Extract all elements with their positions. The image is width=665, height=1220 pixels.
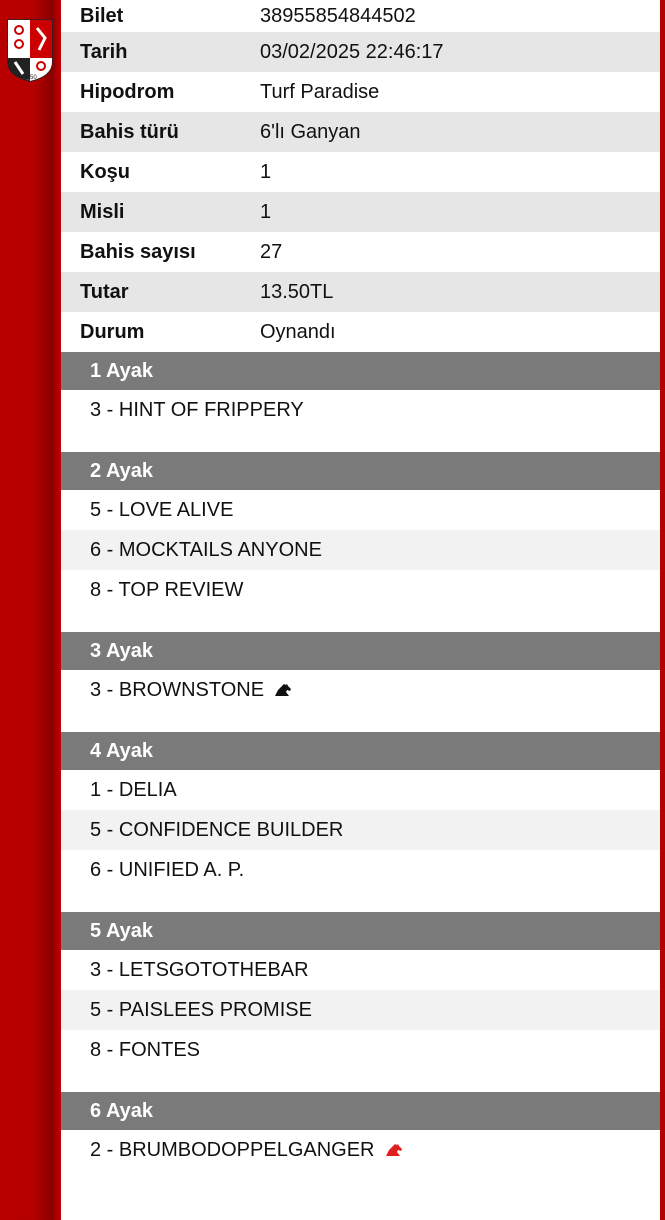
right-edge-bar	[660, 0, 665, 1220]
info-label: Durum	[80, 320, 145, 343]
horse-name: 5 - LOVE ALIVE	[90, 498, 234, 521]
horse-name: 3 - HINT OF FRIPPERY	[90, 398, 304, 421]
leg-spacer	[61, 610, 660, 632]
info-value: 27	[260, 240, 283, 263]
black-horse-icon	[274, 683, 292, 697]
info-label: Hipodrom	[80, 80, 175, 103]
ticket-detail	[61, 0, 660, 1192]
horse-row	[61, 490, 660, 530]
legs-list	[61, 352, 660, 1192]
info-label: Tarih	[80, 40, 128, 63]
horse-name: 2 - BRUMBODOPPELGANGER	[90, 1138, 375, 1161]
horse-name: 3 - LETSGOTOTHEBAR	[90, 958, 309, 981]
info-label: Tutar	[80, 280, 129, 303]
leg-header: 6 Ayak	[61, 1092, 660, 1130]
leg-spacer	[61, 1070, 660, 1092]
info-row	[61, 232, 660, 272]
leg-spacer	[61, 1170, 660, 1192]
leg-spacer	[61, 430, 660, 452]
info-label: Bilet	[80, 5, 124, 27]
info-value: Oynandı	[260, 320, 336, 343]
leg-header: 5 Ayak	[61, 912, 660, 950]
info-row	[61, 72, 660, 112]
horse-row	[61, 1130, 660, 1170]
info-label: Bahis türü	[80, 120, 179, 143]
horse-row	[61, 1030, 660, 1070]
leg-header: 4 Ayak	[61, 732, 660, 770]
info-row	[61, 0, 660, 32]
info-label: Misli	[80, 200, 125, 223]
horse-name: 6 - MOCKTAILS ANYONE	[90, 538, 322, 561]
horse-row	[61, 990, 660, 1030]
horse-row	[61, 810, 660, 850]
leg-spacer	[61, 890, 660, 912]
horse-row	[61, 670, 660, 710]
horse-row	[61, 570, 660, 610]
info-label: Bahis sayısı	[80, 240, 196, 263]
leg-header: 3 Ayak	[61, 632, 660, 670]
info-value: 1	[260, 200, 272, 223]
info-row	[61, 192, 660, 232]
leg-header: 2 Ayak	[61, 452, 660, 490]
info-value: 38955854844502	[260, 5, 416, 27]
horse-row	[61, 390, 660, 430]
horse-row	[61, 530, 660, 570]
horse-row	[61, 850, 660, 890]
info-row	[61, 272, 660, 312]
horse-name: 6 - UNIFIED A. P.	[90, 858, 245, 881]
horse-name: 5 - PAISLEES PROMISE	[90, 998, 312, 1021]
info-value: 1	[260, 160, 272, 183]
horse-row	[61, 770, 660, 810]
horse-name: 3 - BROWNSTONE	[90, 678, 265, 701]
leg-spacer	[61, 710, 660, 732]
ticket-info-table	[61, 0, 660, 352]
horse-name: 5 - CONFIDENCE BUILDER	[90, 818, 344, 841]
red-horse-icon	[385, 1143, 403, 1157]
info-value: 6'lı Ganyan	[260, 120, 361, 143]
club-logo-icon[interactable]	[5, 18, 55, 82]
info-value: 03/02/2025 22:46:17	[260, 40, 444, 63]
info-row	[61, 152, 660, 192]
info-row	[61, 32, 660, 72]
horse-name: 8 - TOP REVIEW	[90, 578, 244, 601]
horse-name: 1 - DELIA	[90, 778, 177, 801]
svg-text:1950: 1950	[23, 75, 37, 81]
info-value: Turf Paradise	[260, 80, 380, 103]
info-row	[61, 112, 660, 152]
leg-header: 1 Ayak	[61, 352, 660, 390]
info-label: Koşu	[80, 160, 130, 183]
info-value: 13.50TL	[260, 280, 334, 303]
info-row	[61, 312, 660, 352]
horse-row	[61, 950, 660, 990]
horse-name: 8 - FONTES	[90, 1038, 201, 1061]
brand-sidebar	[0, 0, 61, 1220]
